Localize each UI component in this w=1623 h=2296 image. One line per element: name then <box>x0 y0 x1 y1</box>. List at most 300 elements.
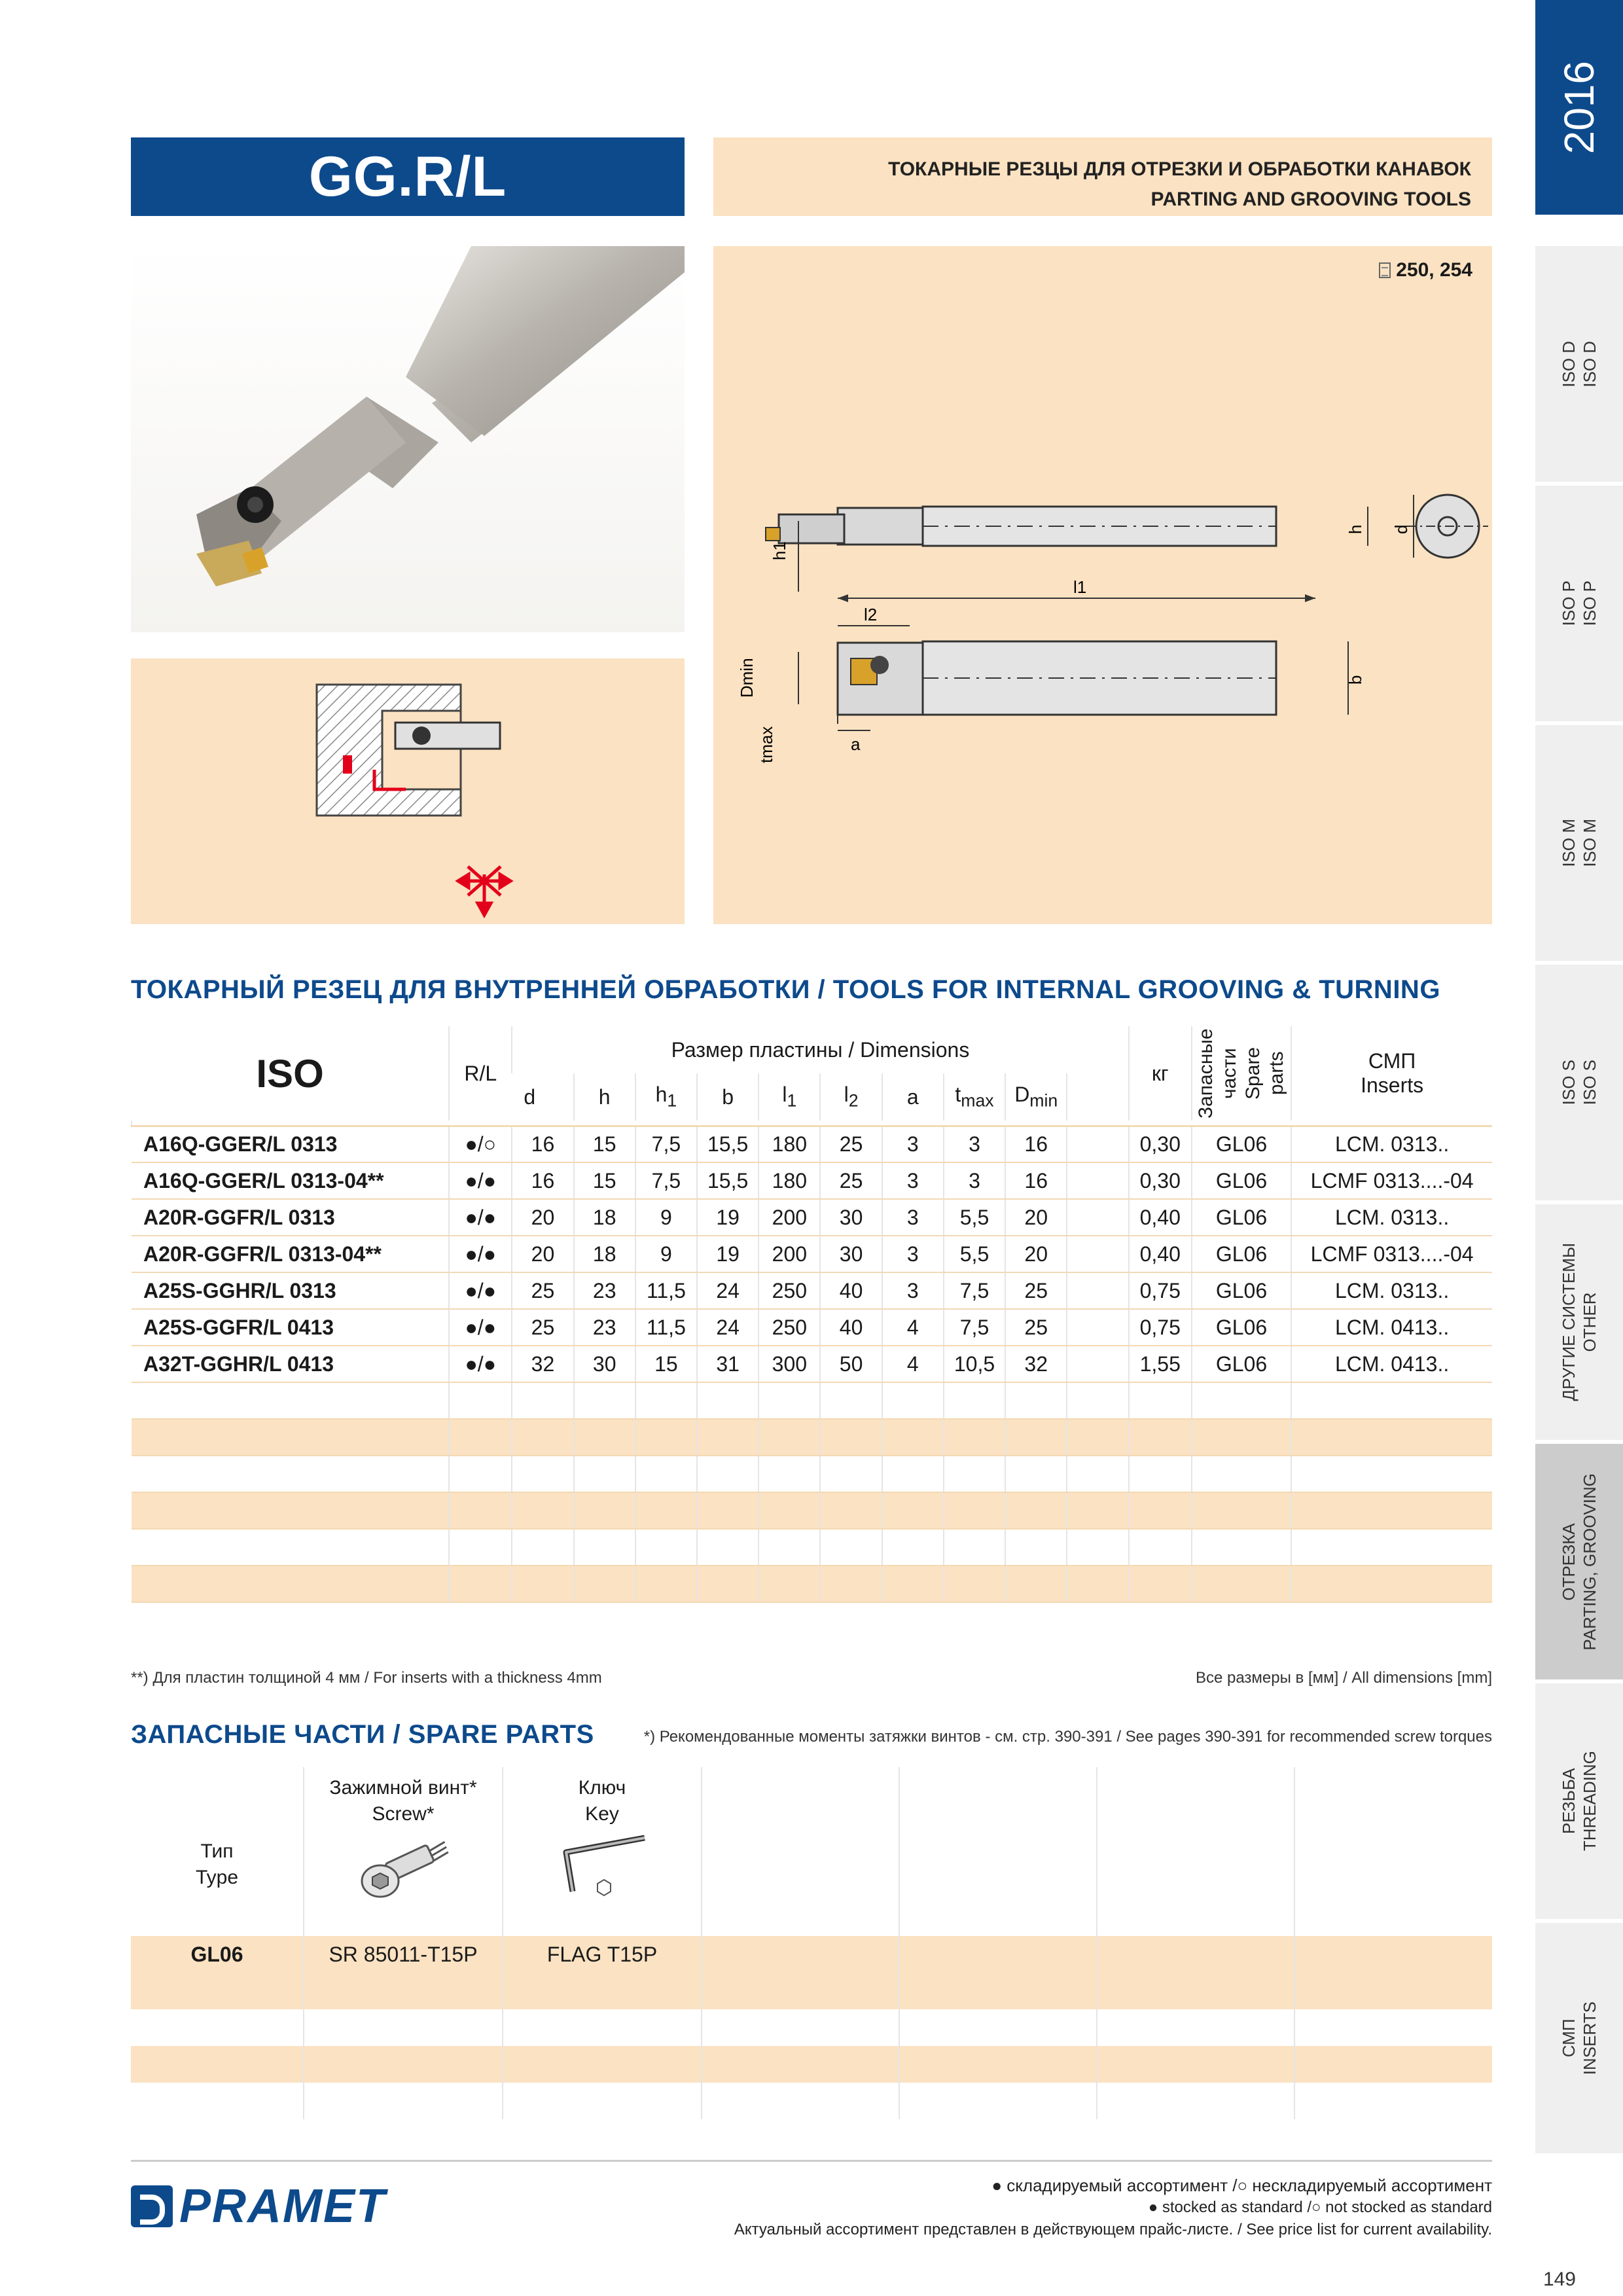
cell-b: 19 <box>697 1236 758 1272</box>
cell-code: A25S-GGFR/L 0413 <box>132 1309 449 1346</box>
empty-cell <box>304 2046 503 2083</box>
page-reference <box>1379 259 1472 281</box>
cell-b: 31 <box>697 1346 758 1382</box>
cell-a: 3 <box>882 1126 944 1162</box>
footer-divider <box>131 2160 1492 2162</box>
cell-kg: 0,75 <box>1129 1272 1192 1309</box>
product-title-text: GG.R/L <box>308 145 507 208</box>
key-header-ru: Ключ <box>578 1777 626 1799</box>
cell-tmax: 5,5 <box>944 1236 1005 1272</box>
empty-cell <box>944 1382 1005 1419</box>
empty-cell <box>1005 1529 1067 1566</box>
cell-dmin: 16 <box>1005 1126 1067 1162</box>
empty-cell <box>131 2009 304 2046</box>
cell-dmin: 25 <box>1005 1272 1067 1309</box>
empty-cell <box>635 1566 697 1602</box>
machining-scheme <box>131 658 685 924</box>
dim-b: b <box>1346 675 1365 685</box>
empty-row <box>132 1529 1492 1566</box>
cell-rl: ●/● <box>449 1309 512 1346</box>
col-a: a <box>882 1073 944 1121</box>
key-icon <box>546 1834 658 1906</box>
empty-cell <box>1192 1382 1291 1419</box>
empty-cell <box>449 1492 512 1529</box>
table-row <box>132 1272 1492 1309</box>
empty-cell <box>449 1456 512 1492</box>
empty-cell <box>1129 1492 1192 1529</box>
empty-cell <box>1291 1566 1492 1602</box>
empty-cell <box>820 1456 882 1492</box>
legend-ru: ● складируемый ассортимент /○ нескладируемый ассортимент <box>991 2176 1492 2195</box>
tab-threading[interactable] <box>1535 1683 1623 1919</box>
cell-l1: 250 <box>758 1272 820 1309</box>
empty-cell <box>132 1456 449 1492</box>
cell-rl: ●/● <box>449 1162 512 1199</box>
table-row <box>132 1309 1492 1346</box>
cell-l2: 40 <box>820 1272 882 1309</box>
empty-cell <box>131 2083 304 2119</box>
empty-cell <box>944 1419 1005 1456</box>
page-reference-text: 250, 254 <box>1396 259 1472 281</box>
empty-cell <box>1129 1419 1192 1456</box>
cell-l1: 200 <box>758 1199 820 1236</box>
type-header <box>131 1767 304 1936</box>
empty-cell <box>697 1566 758 1602</box>
document-icon <box>1379 262 1391 278</box>
spare-cell-screw: SR 85011-T15P <box>304 1936 503 1973</box>
cell-tmax: 7,5 <box>944 1272 1005 1309</box>
cell-tmax: 7,5 <box>944 1309 1005 1346</box>
screw-icon <box>354 1834 452 1906</box>
empty-row <box>132 1492 1492 1529</box>
table-row <box>132 1236 1492 1272</box>
empty-cell <box>697 1382 758 1419</box>
cell-code: A20R-GGFR/L 0313 <box>132 1199 449 1236</box>
empty-cell <box>1294 2009 1492 2046</box>
col-dmin: $D_{min}$ <box>1005 1073 1067 1121</box>
technical-drawing-image <box>713 246 1492 924</box>
cell-spare: GL06 <box>1192 1126 1291 1162</box>
cell-spare: GL06 <box>1192 1162 1291 1199</box>
key-header <box>503 1767 702 1936</box>
empty-cell <box>1129 1566 1192 1602</box>
empty-cell <box>702 2009 899 2046</box>
empty-cell <box>132 1566 449 1602</box>
technical-drawing <box>713 246 1492 924</box>
cell-spare: GL06 <box>1192 1309 1291 1346</box>
empty-row <box>131 2046 1492 2083</box>
inserts-header-ru: СМП <box>1368 1049 1416 1073</box>
cell-blank <box>1067 1126 1128 1162</box>
cell-a: 4 <box>882 1309 944 1346</box>
cell-dmin: 25 <box>1005 1309 1067 1346</box>
empty-cell <box>512 1492 573 1529</box>
empty-cell <box>820 1529 882 1566</box>
cell-dmin: 20 <box>1005 1236 1067 1272</box>
cell-kg: 1,55 <box>1129 1346 1192 1382</box>
spare-row <box>131 1936 1492 1973</box>
iso-header: ISO <box>256 1051 324 1096</box>
cell-h1: 7,5 <box>635 1162 697 1199</box>
empty-cell <box>1192 1566 1291 1602</box>
empty-cell <box>1192 1529 1291 1566</box>
cell-a: 4 <box>882 1346 944 1382</box>
spare-cell-blank <box>899 1936 1097 1973</box>
price-note: Актуальный ассортимент представлен в действующем прайс-листе. / See price list for current availability. <box>734 2221 1492 2238</box>
type-header-ru: Тип <box>200 1840 234 1862</box>
key-header-en: Key <box>585 1803 619 1825</box>
empty-cell <box>1067 1492 1128 1529</box>
empty-cell <box>304 2009 503 2046</box>
tab-iso-d[interactable] <box>1535 246 1623 482</box>
empty-cell <box>1067 1382 1128 1419</box>
legend-en: ● stocked as standard /○ not stocked as standard <box>1148 2198 1492 2216</box>
spare-header-en: Spare parts <box>1242 1047 1287 1100</box>
cell-l1: 250 <box>758 1309 820 1346</box>
cell-blank <box>1067 1162 1128 1199</box>
col-tmax: $t_{max}$ <box>944 1073 1005 1121</box>
product-title <box>131 137 685 216</box>
cell-h: 23 <box>574 1309 635 1346</box>
empty-cell <box>132 1492 449 1529</box>
tab-iso-p[interactable] <box>1535 486 1623 721</box>
empty-header-4 <box>702 1767 899 1936</box>
empty-cell <box>512 1566 573 1602</box>
cell-l2: 40 <box>820 1309 882 1346</box>
thickness-footnote: **) Для пластин толщиной 4 мм / For inserts with a thickness 4mm <box>131 1669 602 1687</box>
kg-header: кг <box>1129 1026 1192 1121</box>
empty-cell <box>1192 1419 1291 1456</box>
spare-cell-blank <box>1097 1936 1294 1973</box>
table-row <box>132 1346 1492 1382</box>
empty-cell <box>1097 1973 1294 2009</box>
empty-cell <box>635 1382 697 1419</box>
empty-cell <box>503 2046 702 2083</box>
empty-cell <box>503 2009 702 2046</box>
cell-h1: 9 <box>635 1199 697 1236</box>
empty-cell <box>697 1492 758 1529</box>
cell-d: 25 <box>512 1309 573 1346</box>
cell-code: A16Q-GGER/L 0313-04** <box>132 1162 449 1199</box>
cell-kg: 0,40 <box>1129 1236 1192 1272</box>
cell-insert: LCM. 0413.. <box>1291 1309 1492 1346</box>
cell-code: A32T-GGHR/L 0413 <box>132 1346 449 1382</box>
cell-blank <box>1067 1272 1128 1309</box>
empty-cell <box>574 1382 635 1419</box>
empty-cell <box>635 1529 697 1566</box>
cell-blank <box>1067 1236 1128 1272</box>
cell-l2: 25 <box>820 1126 882 1162</box>
tab-iso-d-label: ISO D ISO D <box>1559 340 1599 387</box>
empty-row <box>131 2083 1492 2119</box>
empty-cell <box>702 2046 899 2083</box>
spare-cell-blank <box>702 1936 899 1973</box>
tab-inserts-label: СМП INSERTS <box>1559 2001 1599 2075</box>
cell-blank <box>1067 1199 1128 1236</box>
empty-cell <box>1192 1492 1291 1529</box>
empty-cell <box>574 1529 635 1566</box>
cell-b: 24 <box>697 1309 758 1346</box>
empty-cell <box>131 2046 304 2083</box>
tool-table-body <box>132 1126 1492 1602</box>
empty-cell <box>574 1566 635 1602</box>
cell-insert: LCM. 0313.. <box>1291 1199 1492 1236</box>
spare-table-body <box>131 1936 1492 2119</box>
cell-blank <box>1067 1309 1128 1346</box>
empty-cell <box>1129 1382 1192 1419</box>
cell-a: 3 <box>882 1162 944 1199</box>
cell-h: 30 <box>574 1346 635 1382</box>
empty-cell <box>449 1566 512 1602</box>
cell-rl: ●/● <box>449 1346 512 1382</box>
cell-l2: 25 <box>820 1162 882 1199</box>
cell-d: 25 <box>512 1272 573 1309</box>
pramet-logo <box>131 2179 386 2233</box>
empty-cell <box>512 1456 573 1492</box>
cell-l2: 30 <box>820 1236 882 1272</box>
empty-cell <box>503 1973 702 2009</box>
dim-l2: l2 <box>864 605 878 624</box>
cell-l2: 30 <box>820 1199 882 1236</box>
empty-cell <box>1294 2046 1492 2083</box>
tool-photo <box>131 246 685 632</box>
empty-cell <box>697 1529 758 1566</box>
cell-l1: 200 <box>758 1236 820 1272</box>
empty-cell <box>635 1456 697 1492</box>
tab-year-label: 2016 <box>1556 60 1603 154</box>
tab-parting-grooving[interactable] <box>1535 1444 1623 1679</box>
cell-code: A20R-GGFR/L 0313-04** <box>132 1236 449 1272</box>
empty-cell <box>758 1456 820 1492</box>
dim-d: d <box>1391 524 1411 534</box>
tab-iso-s[interactable] <box>1535 965 1623 1200</box>
tool-table <box>131 1026 1492 1603</box>
cell-b: 19 <box>697 1199 758 1236</box>
dim-tmax: tmax <box>757 726 776 763</box>
empty-cell <box>882 1382 944 1419</box>
empty-cell <box>944 1456 1005 1492</box>
cell-rl: ●/○ <box>449 1126 512 1162</box>
cell-tmax: 5,5 <box>944 1199 1005 1236</box>
empty-cell <box>820 1382 882 1419</box>
cell-blank <box>1067 1346 1128 1382</box>
empty-cell <box>1291 1492 1492 1529</box>
spare-parts-table <box>131 1767 1492 2119</box>
dimensions-header: Размер пластины / Dimensions <box>512 1026 1128 1073</box>
screw-header-en: Screw* <box>372 1803 435 1825</box>
spare-parts-header <box>1192 1026 1291 1121</box>
subtitle-en: PARTING AND GROOVING TOOLS <box>1150 188 1471 210</box>
cell-insert: LCM. 0413.. <box>1291 1346 1492 1382</box>
table-row <box>132 1126 1492 1162</box>
cell-h: 23 <box>574 1272 635 1309</box>
cell-h: 15 <box>574 1126 635 1162</box>
empty-cell <box>1005 1456 1067 1492</box>
cell-b: 24 <box>697 1272 758 1309</box>
empty-cell <box>702 1973 899 2009</box>
cell-h: 18 <box>574 1236 635 1272</box>
dim-h: h <box>1346 524 1365 534</box>
empty-cell <box>882 1566 944 1602</box>
cell-code: A25S-GGHR/L 0313 <box>132 1272 449 1309</box>
col-blank <box>1067 1073 1128 1121</box>
dim-l1: l1 <box>1073 577 1087 597</box>
cell-a: 3 <box>882 1272 944 1309</box>
cell-rl: ●/● <box>449 1199 512 1236</box>
page-number: 149 <box>1543 2269 1576 2290</box>
empty-header-6 <box>1097 1767 1294 1936</box>
empty-cell <box>132 1382 449 1419</box>
cell-l1: 180 <box>758 1126 820 1162</box>
empty-cell <box>1097 2083 1294 2119</box>
cell-insert: LCM. 0313.. <box>1291 1272 1492 1309</box>
cell-h1: 9 <box>635 1236 697 1272</box>
cell-spare: GL06 <box>1192 1236 1291 1272</box>
dim-a: a <box>851 734 861 754</box>
spare-cell-key: FLAG T15P <box>503 1936 702 1973</box>
empty-cell <box>574 1419 635 1456</box>
empty-cell <box>574 1456 635 1492</box>
cell-h: 15 <box>574 1162 635 1199</box>
cell-h1: 7,5 <box>635 1126 697 1162</box>
pramet-logo-icon <box>131 2185 173 2227</box>
col-b: b <box>697 1073 758 1121</box>
empty-cell <box>512 1419 573 1456</box>
table-row <box>132 1162 1492 1199</box>
empty-cell <box>899 1973 1097 2009</box>
empty-cell <box>1291 1456 1492 1492</box>
empty-header-7 <box>1294 1767 1492 1936</box>
machining-scheme-image <box>131 658 685 924</box>
empty-cell <box>758 1419 820 1456</box>
empty-cell <box>1097 2046 1294 2083</box>
empty-cell <box>944 1566 1005 1602</box>
stock-legend <box>734 2174 1492 2241</box>
tab-parting-grooving-label: ОТРЕЗКА PARTING, GROOVING <box>1559 1473 1599 1651</box>
empty-cell <box>1294 2083 1492 2119</box>
cell-l1: 180 <box>758 1162 820 1199</box>
col-h: h <box>574 1073 635 1121</box>
empty-cell <box>635 1419 697 1456</box>
empty-cell <box>1005 1566 1067 1602</box>
empty-cell <box>1097 2009 1294 2046</box>
empty-cell <box>132 1529 449 1566</box>
cell-d: 16 <box>512 1126 573 1162</box>
dimensions-note: Все размеры в [мм] / All dimensions [mm] <box>1195 1669 1492 1687</box>
empty-cell <box>512 1382 573 1419</box>
cell-spare: GL06 <box>1192 1272 1291 1309</box>
tab-threading-label: РЕЗЬБА THREADING <box>1559 1751 1599 1852</box>
empty-cell <box>304 2083 503 2119</box>
cell-rl: ●/● <box>449 1272 512 1309</box>
subtitle-ru: ТОКАРНЫЕ РЕЗЦЫ ДЛЯ ОТРЕЗКИ И ОБРАБОТКИ КАНАВОК <box>888 158 1471 180</box>
cell-dmin: 32 <box>1005 1346 1067 1382</box>
cell-h: 18 <box>574 1199 635 1236</box>
spare-cell-type: GL06 <box>131 1936 304 1973</box>
cell-tmax: 10,5 <box>944 1346 1005 1382</box>
col-h1: $h_1$ <box>635 1073 697 1121</box>
cell-b: 15,5 <box>697 1126 758 1162</box>
empty-row <box>132 1566 1492 1602</box>
inserts-header-en: Inserts <box>1361 1073 1424 1097</box>
empty-cell <box>882 1419 944 1456</box>
cell-tmax: 3 <box>944 1162 1005 1199</box>
section-tabs <box>1535 0 1623 2153</box>
empty-cell <box>1129 1456 1192 1492</box>
tab-inserts[interactable] <box>1535 1923 1623 2153</box>
empty-cell <box>758 1492 820 1529</box>
tab-other[interactable] <box>1535 1204 1623 1440</box>
tab-iso-m[interactable] <box>1535 725 1623 961</box>
empty-cell <box>899 2046 1097 2083</box>
cell-h1: 11,5 <box>635 1272 697 1309</box>
cell-code: A16Q-GGER/L 0313 <box>132 1126 449 1162</box>
cell-d: 20 <box>512 1199 573 1236</box>
empty-cell <box>882 1529 944 1566</box>
spare-cell-blank <box>1294 1936 1492 1973</box>
empty-cell <box>899 2009 1097 2046</box>
empty-cell <box>1067 1566 1128 1602</box>
screw-header-ru: Зажимной винт* <box>329 1777 477 1799</box>
empty-cell <box>1129 1529 1192 1566</box>
cell-spare: GL06 <box>1192 1199 1291 1236</box>
cell-dmin: 16 <box>1005 1162 1067 1199</box>
empty-cell <box>944 1492 1005 1529</box>
torque-note: *) Рекомендованные моменты затяжки винтов - см. стр. 390-391 / See pages 390-391 for recommended screw torques <box>643 1728 1492 1746</box>
empty-header-5 <box>899 1767 1097 1936</box>
empty-cell <box>132 1419 449 1456</box>
empty-cell <box>131 1973 304 2009</box>
screw-header <box>304 1767 503 1936</box>
cell-kg: 0,75 <box>1129 1309 1192 1346</box>
empty-cell <box>1005 1492 1067 1529</box>
tab-other-label: ДРУГИЕ СИСТЕМЫ OTHER <box>1559 1243 1599 1401</box>
empty-cell <box>944 1529 1005 1566</box>
col-d: d <box>524 1085 536 1109</box>
empty-cell <box>1294 1973 1492 2009</box>
empty-cell <box>882 1456 944 1492</box>
tab-year[interactable] <box>1535 0 1623 215</box>
cell-kg: 0,40 <box>1129 1199 1192 1236</box>
empty-cell <box>1005 1382 1067 1419</box>
empty-cell <box>882 1492 944 1529</box>
cell-a: 3 <box>882 1236 944 1272</box>
empty-row <box>132 1419 1492 1456</box>
header-divider <box>132 1121 1492 1126</box>
empty-row <box>132 1456 1492 1492</box>
empty-cell <box>758 1382 820 1419</box>
cell-kg: 0,30 <box>1129 1126 1192 1162</box>
pramet-logo-text: PRAMET <box>179 2180 386 2233</box>
cell-l1: 300 <box>758 1346 820 1382</box>
tab-iso-p-label: ISO P ISO P <box>1559 581 1599 626</box>
cell-insert: LCM. 0313.. <box>1291 1126 1492 1162</box>
empty-row <box>131 2009 1492 2046</box>
cell-b: 15,5 <box>697 1162 758 1199</box>
empty-cell <box>449 1529 512 1566</box>
cell-insert: LCMF 0313....-04 <box>1291 1162 1492 1199</box>
empty-cell <box>574 1492 635 1529</box>
empty-cell <box>758 1566 820 1602</box>
empty-cell <box>503 2083 702 2119</box>
empty-cell <box>1291 1529 1492 1566</box>
empty-cell <box>304 1973 503 2009</box>
spare-header-ru: Запасные части <box>1195 1028 1240 1119</box>
empty-cell <box>1192 1456 1291 1492</box>
tab-iso-m-label: ISO M ISO M <box>1559 819 1599 867</box>
empty-row <box>131 1973 1492 2009</box>
cell-dmin: 20 <box>1005 1199 1067 1236</box>
